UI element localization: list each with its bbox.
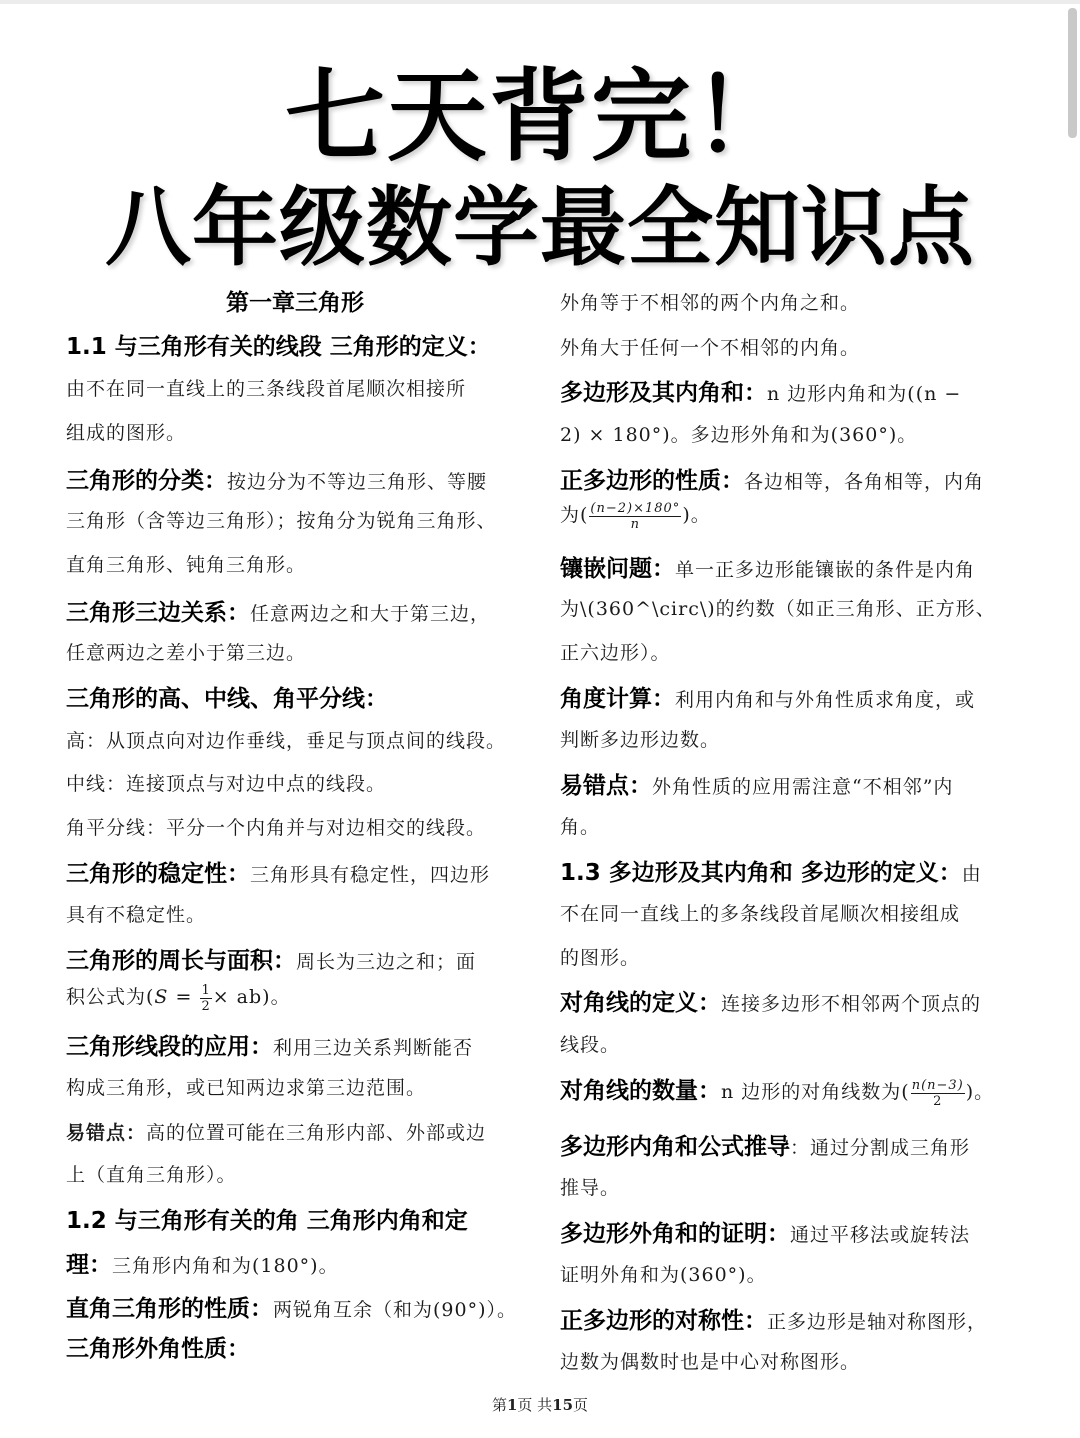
classification-line1: 三角形的分类：按边分为不等边三角形、等腰 <box>66 468 488 494</box>
classification-line2: 三角形（含等边三角形）；按角分为锐角三角形、 <box>66 510 497 532</box>
diagonal-count-line: 对角线的数量：n 边形的对角线数为( $\frac{n(n-3)}{2}$ )。 <box>560 1077 995 1109</box>
interior-angle-fraction: $\frac{(n-2)\times 180^\circ}{n}$ <box>590 500 681 532</box>
derivation-line2: 推导。 <box>560 1177 621 1199</box>
polygon-definition-line1: 不在同一直线上的多条线段首尾顺次相接组成 <box>560 903 961 925</box>
side-relation-line2: 任意两边之差小于第三边。 <box>66 642 307 664</box>
side-relation-line1: 三角形三边关系：任意两边之和大于第三边， <box>66 600 491 626</box>
regular-polygon-line1: 正多边形的性质：各边相等，各角相等，内角 <box>560 468 985 494</box>
section-1-2-heading-line2: 理：三角形内角和为(180°)。 <box>66 1252 339 1278</box>
main-title-line2: 八年级数学最全知识点 <box>105 178 975 278</box>
bisector-definition: 角平分线：平分一个内角并与对边相交的线段。 <box>66 817 487 839</box>
pitfall-left-line2: 上（直角三角形）。 <box>66 1164 237 1186</box>
angle-calc-line1: 角度计算：利用内角和与外角性质求角度，或 <box>560 686 976 712</box>
pitfall-left-line1: 易错点：高的位置可能在三角形内部、外部或边 <box>66 1122 487 1144</box>
derivation-line1: 多边形内角和公式推导：通过分割成三角形 <box>560 1134 971 1160</box>
diagonal-definition-line2: 线段。 <box>560 1034 621 1056</box>
tiling-line2: 为\(360^\circ\)的约数（如正三角形、正方形、 <box>560 598 996 620</box>
exterior-angle-heading: 三角形外角性质： <box>66 1336 250 1362</box>
pitfall-right-line1: 易错点：外角性质的应用需注意“不相邻”内 <box>560 773 954 799</box>
pitfall-right-line2: 角。 <box>560 816 601 838</box>
main-title-line1: 七天背完！ <box>285 58 795 175</box>
tiling-line1: 镶嵌问题：单一正多边形能镶嵌的条件是内角 <box>560 556 976 582</box>
application-line2: 构成三角形，或已知两边求第三边范围。 <box>66 1077 427 1099</box>
area-fraction: $\frac{1}{2}$ <box>201 982 211 1014</box>
area-formula-line: 积公式为(S = $\frac{1}{2}$ × ab)。 <box>66 982 291 1014</box>
section-1-1-heading: 1.1 与三角形有关的线段 三角形的定义： <box>66 334 491 360</box>
polygon-angle-sum-line1: 多边形及其内角和：n 边形内角和为((n − <box>560 380 962 406</box>
median-definition: 中线：连接顶点与对边中点的线段。 <box>66 773 387 795</box>
classification-line3: 直角三角形、钝角三角形。 <box>66 554 307 576</box>
polygon-definition-line2: 的图形。 <box>560 947 641 969</box>
exterior-angle-line2: 外角大于任何一个不相邻的内角。 <box>560 337 861 359</box>
page-footer: 第1页 共15页 <box>491 1396 589 1414</box>
triangle-definition-line1: 由不在同一直线上的三条线段首尾顺次相接所 <box>66 378 467 400</box>
diagonal-definition-line1: 对角线的定义：连接多边形不相邻两个顶点的 <box>560 990 982 1016</box>
angle-calc-line2: 判断多边形边数。 <box>560 729 721 751</box>
right-triangle-property: 直角三角形的性质：两锐角互余（和为(90°)）。 <box>66 1296 518 1322</box>
exterior-angle-line1: 外角等于不相邻的两个内角之和。 <box>560 292 861 314</box>
triangle-definition-line2: 组成的图形。 <box>66 422 187 444</box>
application-line1: 三角形线段的应用：利用三边关系判断能否 <box>66 1034 474 1060</box>
section-1-3-heading: 1.3 多边形及其内角和 多边形的定义：由 <box>560 860 982 886</box>
current-page-number: 1 <box>506 1396 518 1414</box>
regular-polygon-line2: 为( $\frac{(n-2)\times 180^\circ}{n}$ )。 <box>560 500 711 532</box>
exterior-sum-proof-line2: 证明外角和为(360°)。 <box>560 1264 767 1286</box>
diagonal-count-fraction: $\frac{n(n-3)}{2}$ <box>911 1077 964 1109</box>
stability-line1: 三角形的稳定性：三角形具有稳定性，四边形 <box>66 861 491 887</box>
altitude-definition: 高：从顶点向对边作垂线，垂足与顶点间的线段。 <box>66 730 507 752</box>
exterior-sum-proof-line1: 多边形外角和的证明：通过平移法或旋转法 <box>560 1221 971 1247</box>
total-page-count: 15 <box>552 1396 574 1414</box>
section-1-2-heading-line1: 1.2 与三角形有关的角 三角形内角和定 <box>66 1208 468 1234</box>
tiling-line3: 正六边形）。 <box>560 642 671 664</box>
special-lines-heading: 三角形的高、中线、角平分线： <box>66 686 388 712</box>
perimeter-area-line1: 三角形的周长与面积：周长为三边之和；面 <box>66 948 477 974</box>
symmetry-line1: 正多边形的对称性：正多边形是轴对称图形， <box>560 1308 988 1334</box>
polygon-angle-sum-line2: 2) × 180°)。多边形外角和为(360°)。 <box>560 424 918 446</box>
stability-line2: 具有不稳定性。 <box>66 904 207 926</box>
top-border <box>0 0 1080 4</box>
symmetry-line2: 边数为偶数时也是中心对称图形。 <box>560 1351 861 1373</box>
chapter-heading: 第一章三角形 <box>226 290 364 316</box>
